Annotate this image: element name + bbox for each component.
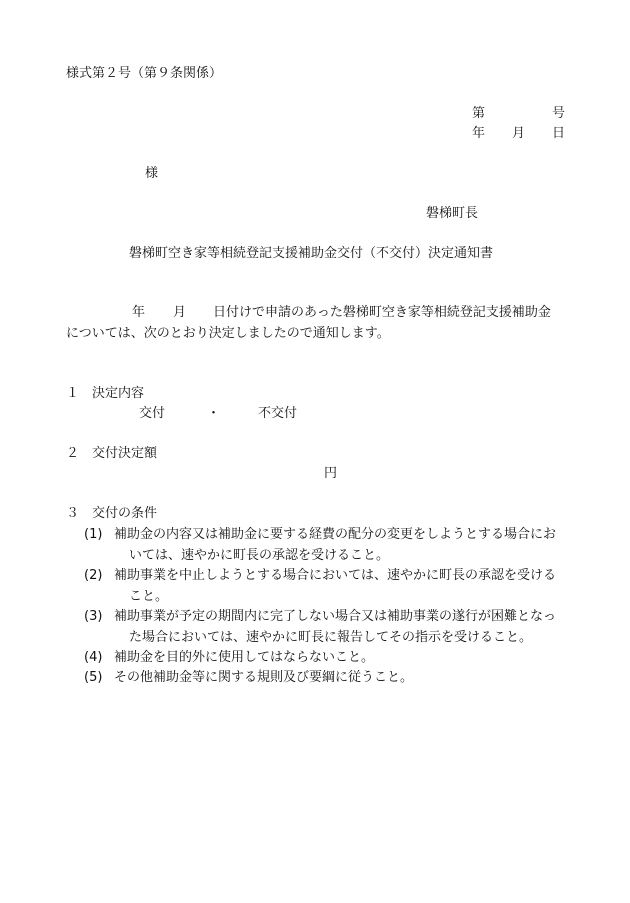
section1-heading: [66, 384, 144, 404]
section2-number: ２: [66, 446, 80, 461]
condition-item: [84, 606, 574, 648]
condition-line2: こと。: [129, 589, 169, 604]
recipient-suffix: 様: [145, 166, 159, 181]
condition-number: (2): [84, 568, 103, 583]
condition-line1: 補助金の内容又は補助金に要する経費の配分の変更をしようとする場合にお: [114, 527, 557, 542]
section1-number: １: [66, 386, 80, 401]
section1-title: 決定内容: [92, 386, 145, 401]
option-nongrant: 不交付: [258, 406, 298, 421]
date-year: 年: [472, 126, 486, 141]
form-label: 様式第２号（第９条関係）: [66, 66, 223, 81]
condition-line2: いては、速やかに町長の承認を受けること。: [129, 548, 390, 563]
condition-line1: その他補助金等に関する規則及び要綱に従うこと。: [114, 670, 414, 685]
condition-number: (1): [84, 527, 103, 542]
amount-unit: 円: [324, 466, 338, 481]
condition-number: (3): [84, 609, 103, 624]
body-month: 月: [173, 305, 187, 320]
condition-item: [84, 647, 574, 668]
section3-number: ３: [66, 506, 80, 521]
body-line1: 日付けで申請のあった磐梯町空き家等相続登記支援補助金: [213, 305, 551, 320]
date-month: 月: [512, 126, 526, 141]
doc-number-label: 第: [472, 106, 486, 121]
date-day: 日: [552, 126, 566, 141]
condition-number: (5): [84, 670, 103, 685]
condition-line1: 補助金を目的外に使用してはならないこと。: [114, 650, 375, 665]
condition-number: (4): [84, 650, 103, 665]
condition-line1: 補助事業を中止しようとする場合においては、速やかに町長の承認を受ける: [114, 568, 557, 583]
option-grant: 交付: [139, 406, 166, 421]
doc-number-suffix: 号: [552, 106, 566, 121]
option-separator: ・: [207, 406, 221, 421]
body-year: 年: [132, 305, 146, 320]
section3-title: 交付の条件: [92, 506, 158, 521]
section2-title: 交付決定額: [92, 446, 158, 461]
body-line2: については、次のとおり決定しましたので通知します。: [66, 326, 390, 341]
section3-heading: [66, 504, 157, 524]
document-title: 磐梯町空き家等相続登記支援補助金交付（不交付）決定通知書: [129, 246, 494, 261]
condition-item: [84, 524, 574, 566]
condition-item: [84, 667, 574, 688]
condition-item: [84, 565, 574, 607]
section2-heading: [66, 444, 157, 464]
issuer: 磐梯町長: [426, 206, 479, 221]
condition-line1: 補助事業が予定の期間内に完了しない場合又は補助事業の遂行が困難となっ: [114, 609, 557, 624]
condition-line2: た場合においては、速やかに町長に報告してその指示を受けること。: [129, 630, 533, 645]
